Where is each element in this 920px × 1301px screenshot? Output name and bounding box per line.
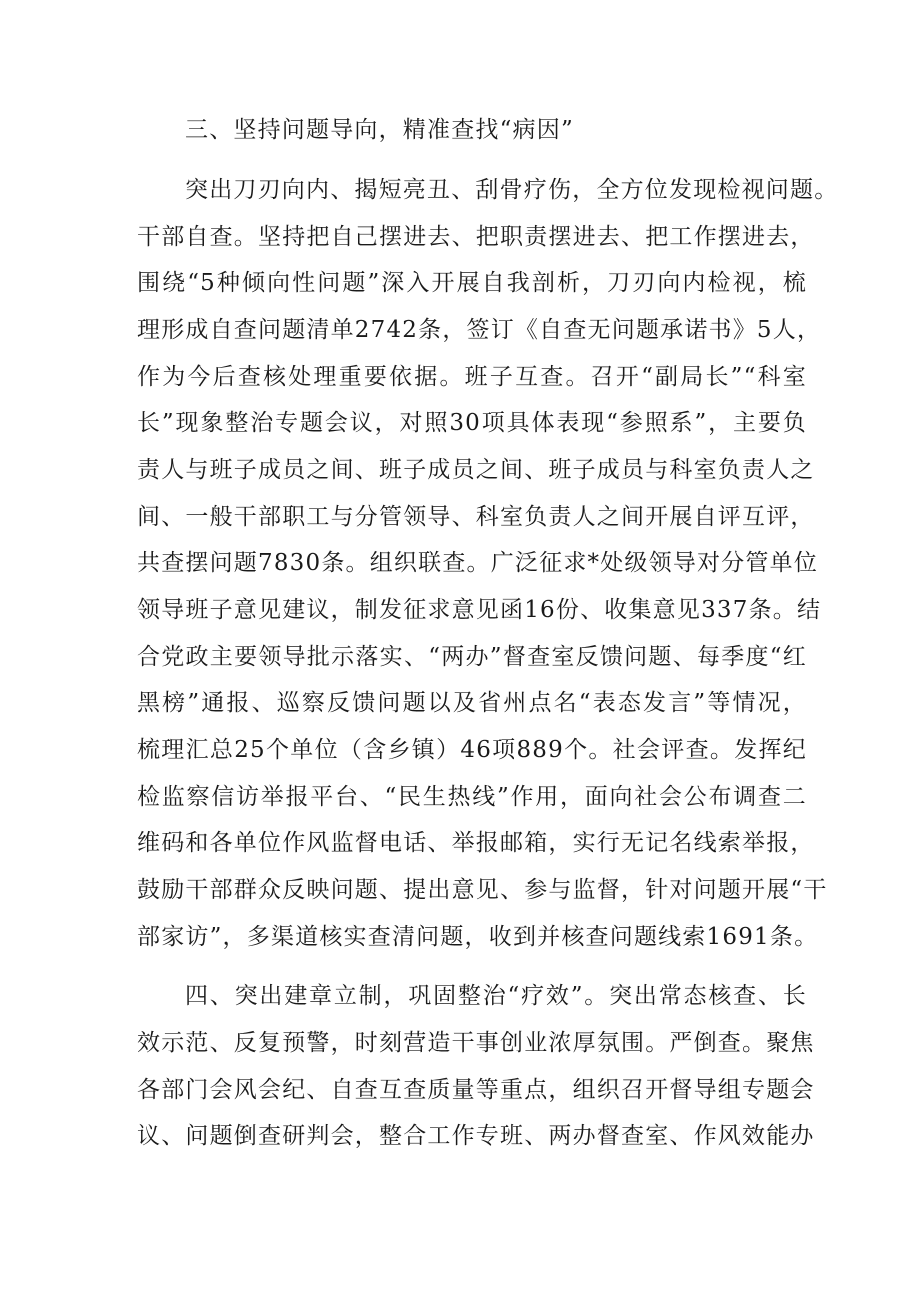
paragraph-line: 作为今后查核处理重要依据。班子互查。召开“副局长”“科室 (137, 364, 807, 390)
paragraph-line: 干部自查。坚持把自己摆进去、把职责摆进去、把工作摆进去， (137, 224, 815, 250)
paragraph-line: 各部门会风会纪、自查互查质量等重点，组织召开督导组专题会 (137, 1077, 815, 1103)
paragraph-line: 围绕“5种倾向性问题”深入开展自我剖析，刀刃向内检视，梳 (137, 270, 807, 296)
paragraph-line: 理形成自查问题清单2742条，签订《自查无问题承诺书》5人， (137, 317, 822, 343)
paragraph-line: 间、一般干部职工与分管领导、科室负责人之间开展自评互评， (137, 504, 815, 530)
paragraph-line: 共查摆问题7830条。组织联查。广泛征求*处级领导对分管单位 (137, 550, 819, 576)
paragraph-line: 长”现象整治专题会议，对照30项具体表现“参照系”，主要负 (137, 410, 807, 436)
paragraph-line: 维码和各单位作风监督电话、举报邮箱，实行无记名线索举报， (137, 830, 815, 856)
paragraph-line: 检监察信访举报平台、“民生热线”作用，面向社会公布调查二 (137, 784, 807, 810)
paragraph-line: 责人与班子成员之间、班子成员之间、班子成员与科室负责人之 (137, 457, 815, 483)
section-heading: 三、坚持问题导向，精准查找“病因” (185, 117, 574, 143)
paragraph-line: 梳理汇总25个单位（含乡镇）46项889个。社会评查。发挥纪 (137, 737, 807, 763)
paragraph-line: 部家访”，多渠道核实查清问题，收到并核查问题线索1691条。 (137, 924, 819, 950)
paragraph-line: 效示范、反复预警，时刻营造干事创业浓厚氛围。严倒查。聚焦 (137, 1030, 815, 1056)
paragraph-line: 四、突出建章立制，巩固整治“疗效”。突出常态核查、长 (185, 983, 807, 1009)
paragraph-line: 鼓励干部群众反映问题、提出意见、参与监督，针对问题开展“干 (137, 877, 828, 903)
paragraph-line: 合党政主要领导批示落实、“两办”督查室反馈问题、每季度“红 (137, 644, 807, 670)
paragraph-line: 领导班子意见建议，制发征求意见函16份、收集意见337条。结 (137, 597, 822, 623)
paragraph-line: 黑榜”通报、巡察反馈问题以及省州点名“表态发言”等情况， (137, 690, 807, 716)
paragraph-line: 突出刀刃向内、揭短亮丑、刮骨疗伤，全方位发现检视问题。 (185, 177, 839, 203)
paragraph-line: 议、问题倒查研判会，整合工作专班、两办督查室、作风效能办 (137, 1123, 815, 1149)
